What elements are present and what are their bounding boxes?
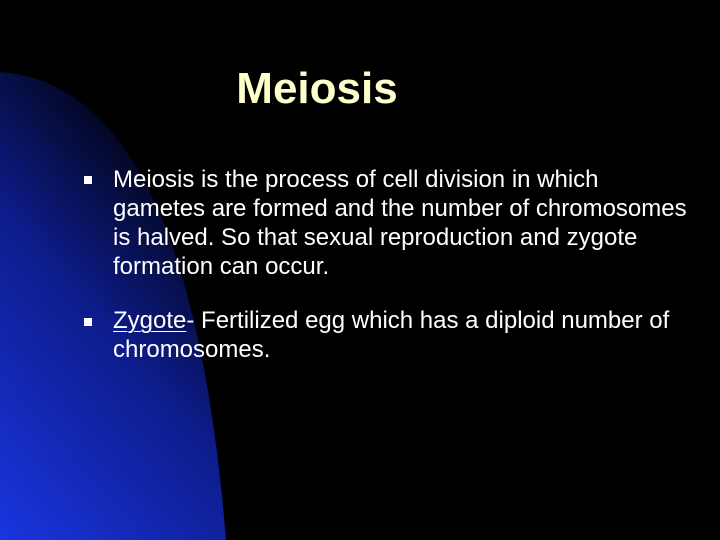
zygote-term-link[interactable]: Zygote (113, 307, 187, 334)
bullet-text (113, 306, 693, 364)
bullet-text: Meiosis is the process of cell division in which gametes are formed and the number of chromosomes is halved. So that sexual reproduction and zygote formation can occur. (113, 166, 687, 280)
zygote-definition: - Fertilized egg which has a diploid number of chromosomes. (113, 307, 670, 363)
slide-title: Meiosis (236, 64, 398, 113)
square-bullet-icon (84, 318, 92, 326)
square-bullet-icon (84, 176, 92, 184)
